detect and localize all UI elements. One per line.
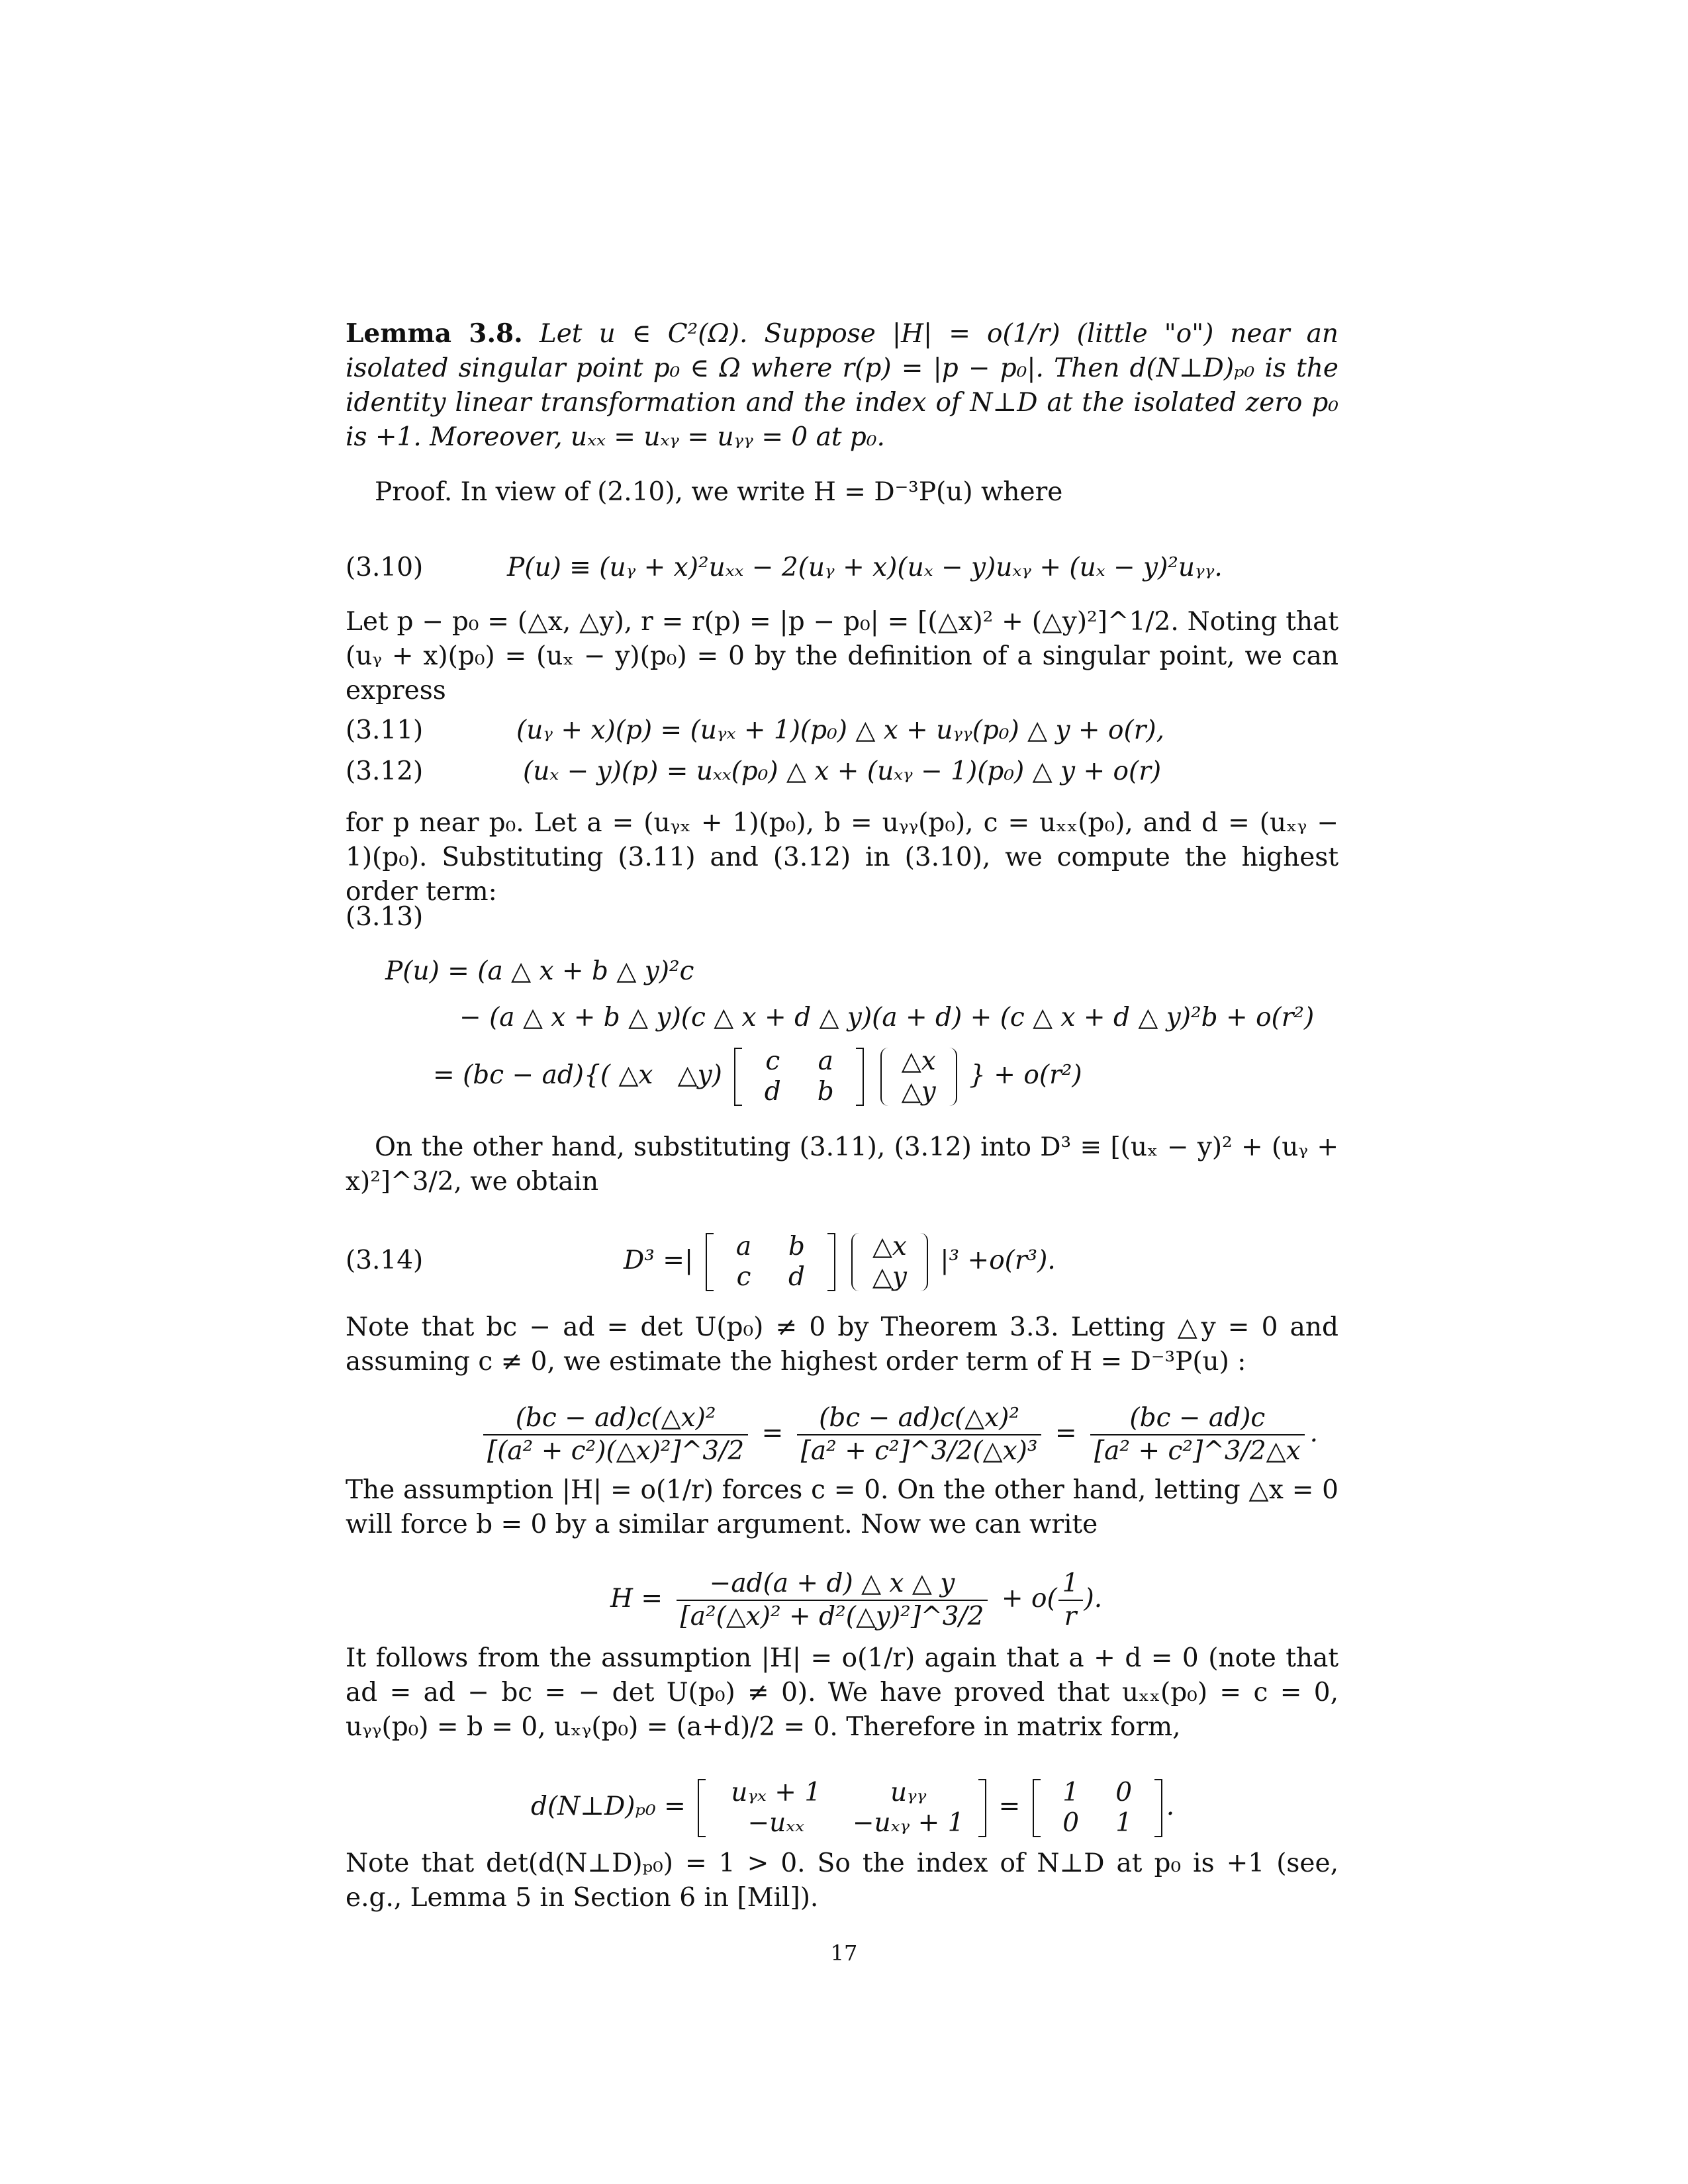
- equation-prefix: = (bc − ad){(: [433, 1060, 611, 1090]
- coefficients-paragraph-block: [346, 806, 1338, 909]
- matrix-entry: −uₓₓ: [747, 1808, 804, 1838]
- equation-3-10: [346, 551, 1338, 585]
- denominator: [a²(△x)² + d²(△y)²]^3/2: [680, 1602, 984, 1631]
- definition-paragraph: Let p − p₀ = (△x, △y), r = r(p) = |p − p₀| = [(△x)² + (△y)²]^1/2. Noting that (uᵧ + x)(p₀) = (uₓ − y)(p₀) = 0 by the definition of a singular point, we can express: [346, 607, 1338, 705]
- equation-3-13-line-1: [346, 954, 1338, 989]
- lemma-block: [346, 316, 1338, 455]
- equation-3-14: [346, 1224, 1338, 1297]
- assumption-paragraph-block: [346, 1473, 1338, 1542]
- vector-entry: △y: [872, 1262, 907, 1292]
- determinant-note: Note that bc − ad = det U(p₀) ≠ 0 by Theorem 3.3. Letting △y = 0 and assuming c ≠ 0, we estimate the highest order term of H = D⁻³P(u) :: [346, 1312, 1338, 1377]
- little-o-open: + o(: [1001, 1584, 1057, 1614]
- matrix-entry: c: [765, 1046, 780, 1076]
- period: .: [1166, 1792, 1175, 1821]
- denominator: [a² + c²]^3/2△x: [1094, 1436, 1301, 1466]
- matrix-entry: b: [788, 1232, 806, 1261]
- denominator: [(a² + c²)(△x)²]^3/2: [487, 1436, 745, 1466]
- h-equation: [346, 1559, 1338, 1639]
- matrix-entry: a: [735, 1232, 752, 1261]
- equation-body: [624, 1224, 1056, 1297]
- period: .: [1309, 1418, 1319, 1448]
- other-hand-paragraph: On the other hand, substituting (3.11), (3.12) into D³ ≡ [(uₓ − y)² + (uᵧ + x)²]^3/2, we obtain: [346, 1132, 1338, 1197]
- conclusion-paragraph: It follows from the assumption |H| = o(1/r) again that a + d = 0 (note that ad = ad − bc = − det U(p₀) ≠ 0). We have proved that uₓₓ(p₀) = c = 0, uᵧᵧ(p₀) = b = 0, uₓᵧ(p₀) = (a+d)/2 = 0. Therefore in matrix form,: [346, 1643, 1338, 1742]
- denominator: [a² + c²]^3/2(△x)³: [800, 1436, 1038, 1466]
- fraction: [677, 1568, 988, 1633]
- jacobian-matrix: [698, 1778, 986, 1839]
- equation-line: − (a △ x + b △ y)(c △ x + d △ y)(a + d) + (c △ x + d △ y)²b + o(r²): [459, 1003, 1315, 1032]
- index-note-block: [346, 1846, 1338, 1915]
- numerator: (bc − ad)c: [1090, 1402, 1305, 1435]
- equals-sign: =: [1055, 1418, 1077, 1448]
- equation-body: (uᵧ + x)(p) = (uᵧₓ + 1)(p₀) △ x + uᵧᵧ(p₀) △ y + o(r),: [516, 715, 1164, 745]
- fraction: [1090, 1402, 1305, 1467]
- numerator: −ad(a + d) △ x △ y: [677, 1568, 988, 1601]
- equation-3-13-line-2: [346, 1001, 1338, 1035]
- differential-lhs: d(N⊥D)ₚ₀ =: [531, 1792, 686, 1821]
- equation-label: (3.13): [346, 902, 424, 932]
- matrix-entry: 0: [1062, 1808, 1080, 1838]
- row-vector: △x △y: [618, 1060, 712, 1090]
- equals-sign: =: [998, 1792, 1021, 1821]
- matrix-entry: 1: [1062, 1778, 1080, 1807]
- proof-intro: Proof. In view of (2.10), we write H = D⁻³P(u) where: [375, 477, 1063, 507]
- little-o-close: ).: [1084, 1584, 1103, 1614]
- equation-label: (3.10): [346, 553, 424, 582]
- estimate-body: [478, 1394, 1318, 1473]
- index-note: Note that det(d(N⊥D)ₚ₀) = 1 > 0. So the index of N⊥D at p₀ is +1 (see, e.g., Lemma 5 in Section 6 in [Mil]).: [346, 1848, 1338, 1913]
- fraction: [483, 1402, 748, 1467]
- coefficient-matrix: [734, 1046, 864, 1107]
- vector-entry: △x: [872, 1232, 907, 1261]
- assumption-paragraph: The assumption |H| = o(1/r) forces c = 0. On the other hand, letting △x = 0 will force b = 0 by a similar argument. Now we can write: [346, 1475, 1338, 1539]
- h-lhs: H =: [610, 1584, 663, 1614]
- conclusion-paragraph-block: [346, 1641, 1338, 1745]
- vector-entry: △x: [901, 1046, 936, 1076]
- equation-line: [433, 1039, 1082, 1112]
- equation-line: P(u) = (a △ x + b △ y)²c: [385, 956, 694, 986]
- fraction: [1058, 1568, 1083, 1633]
- coefficient-matrix: [706, 1232, 835, 1293]
- equation-suffix: } + o(r²): [969, 1060, 1082, 1090]
- equation-3-12: [346, 754, 1338, 789]
- identity-matrix: [1033, 1778, 1162, 1839]
- equation-3-13-label: [346, 900, 1338, 934]
- matrix-entry: 1: [1115, 1808, 1133, 1838]
- denominator: r: [1064, 1602, 1077, 1631]
- highest-order-estimate: [346, 1394, 1338, 1473]
- matrix-entry: uᵧₓ + 1: [731, 1778, 821, 1807]
- equals-sign: =: [761, 1418, 784, 1448]
- equation-label: (3.12): [346, 756, 424, 786]
- vector-entry: △y: [901, 1077, 936, 1107]
- column-vector: [880, 1046, 957, 1107]
- numerator: 1: [1058, 1568, 1083, 1601]
- proof-intro-block: [346, 475, 1338, 510]
- matrix-entry: d: [788, 1262, 806, 1292]
- matrix-entry: c: [736, 1262, 751, 1292]
- matrix-entry: d: [764, 1077, 781, 1107]
- equation-3-13-line-3: [346, 1039, 1338, 1112]
- differential-matrix-equation: [346, 1767, 1338, 1846]
- equation-label: (3.11): [346, 715, 424, 745]
- equation-prefix: D³ =|: [624, 1246, 694, 1275]
- equation-suffix: |³ +o(r³).: [940, 1246, 1056, 1275]
- equation-body: P(u) ≡ (uᵧ + x)²uₓₓ − 2(uᵧ + x)(uₓ − y)uₓᵧ + (uₓ − y)²uᵧᵧ.: [507, 553, 1223, 582]
- matrix-entry: b: [817, 1077, 834, 1107]
- numerator: (bc − ad)c(△x)²: [483, 1402, 748, 1435]
- matrix-entry: uᵧᵧ: [890, 1778, 927, 1807]
- matrix-entry: −uₓᵧ + 1: [852, 1808, 964, 1838]
- equation-label: (3.14): [346, 1246, 424, 1275]
- row-vector-close: ): [712, 1060, 722, 1090]
- h-equation-body: [610, 1559, 1102, 1639]
- matrix-entry: 0: [1115, 1778, 1133, 1807]
- matrix-entry: a: [818, 1046, 833, 1076]
- page-number: 17: [830, 1940, 858, 1966]
- equation-body: (uₓ − y)(p) = uₓₓ(p₀) △ x + (uₓᵧ − 1)(p₀) △ y + o(r): [523, 756, 1162, 786]
- definition-paragraph-block: [346, 605, 1338, 708]
- coefficients-paragraph: for p near p₀. Let a = (uᵧₓ + 1)(p₀), b = uᵧᵧ(p₀), c = uₓₓ(p₀), and d = (uₓᵧ − 1)(p₀). Substituting (3.11) and (3.12) in (3.10), we compute the highest order term:: [346, 808, 1338, 907]
- other-hand-paragraph-block: [346, 1130, 1338, 1199]
- differential-matrix-body: [531, 1767, 1174, 1846]
- equation-3-11: [346, 713, 1338, 748]
- lemma-heading: Lemma 3.8.: [346, 318, 523, 349]
- lemma-paragraph: [346, 316, 1338, 455]
- numerator: (bc − ad)c(△x)²: [797, 1402, 1042, 1435]
- determinant-note-block: [346, 1310, 1338, 1379]
- lemma-statement: Let u ∈ C²(Ω). Suppose |H| = o(1/r) (little "o") near an isolated singular point p₀ ∈ Ω where r(p) = |p − p₀|. Then d(N⊥D)ₚ₀ is the identity linear transformation and the index of N⊥D at the isolated zero p₀ is +1. Moreover, uₓₓ = uₓᵧ = uᵧᵧ = 0 at p₀.: [346, 319, 1338, 452]
- fraction: [797, 1402, 1042, 1467]
- column-vector: [851, 1232, 928, 1293]
